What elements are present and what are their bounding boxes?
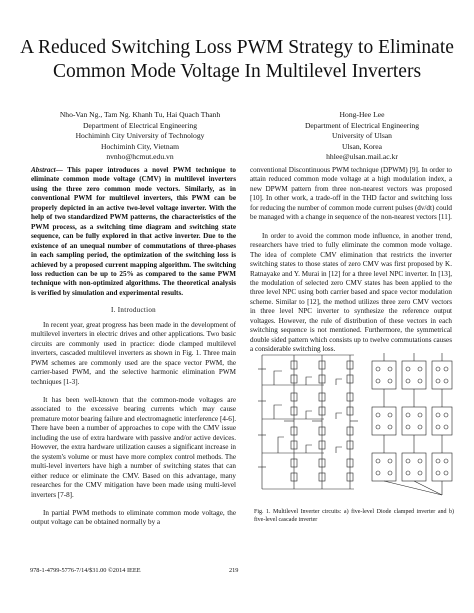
- author-dept: Department of Electrical Engineering: [82, 120, 198, 130]
- paragraph: In partial PWM methods to eliminate common mode voltage, the output voltage can be obtained normally by a: [31, 508, 236, 527]
- author-email: hhlee@ulsan.mail.ac.kr: [326, 152, 398, 162]
- page-number: 219: [229, 567, 239, 574]
- cascade-inverter-schematic: [372, 353, 452, 495]
- paragraph: In recent year, great progress has been made in the development of multilevel inverters in electric drives and other applications. Two basic circuits are commonly used in practice: diode clamped multilevel inverters, cascaded multilevel inverters as shown in Fig. 1. Three main PWM schemes are commonly used are the space vector PWM, the carrier-based PWM, and the selective harmonic elimination PWM techniques [1-3].: [31, 320, 236, 386]
- paper-title: [0, 36, 474, 84]
- author-names: Nho-Van Ng., Tam Ng. Khanh Tu, Hai Quach Thanh: [59, 110, 221, 119]
- title-line-1: A Reduced Switching Loss PWM Strategy to Eliminate: [20, 37, 454, 58]
- author-dept: Department of Electrical Engineering: [304, 120, 420, 130]
- author-names: Hong-Hee Lee: [339, 110, 385, 119]
- author-university: Hochiminh City University of Technology: [75, 131, 205, 141]
- abstract-label: Abstract: [31, 166, 56, 174]
- abstract-text: — This paper introduces a novel PWM technique to eliminate common mode voltage (CMV) in multilevel inverters using the three zero common mode vectors. Similarly, as in conventional PWM for multilevel inverters, this PWM can be properly depicted in an active two-level voltage inverter. With the help of two standardized PWM patterns, the characteristics of the PWM process, as a switching time diagram and switching state sequence, can be fully explored in that active inverter. Due to the existence of an unequal number of commutations of three-phases in each sampling period, the optimization of the switching loss is achieved by a proposed current mapping algorithm. The switching loss reduction can be up to 25% as compared to the same PWM technique with non-optimized algorithms. The theoretical analysis is verified by simulation and experimental results.: [31, 166, 236, 297]
- left-column: [31, 166, 236, 528]
- figure-1-circuit-diagram: [254, 349, 456, 499]
- paragraph: In order to avoid the common mode influence, in another trend, researchers have tried to fully eliminate the common mode voltage. The idea of complete CMV elimination that restricts the inverter switching states to those states of zero CMV was first proposed by K. Ratnayake and Y. Murai in [12] for a three level NPC inverter. In [13], the modulation of selected zero CMV states has been applied to the three level NPC using both carrier based and space vector modulation scheme. Similar to [12], the method utilizes three zero CMV vectors in three level NPC inverter to synthesize the reference output voltages. However, the rule of distribution of these vectors in each switching sequence is not mentioned. Furthermore, the symmetrical double sided pattern which consists up to twelve commutations causes a considerable switching loss.: [250, 231, 452, 354]
- diode-clamped-inverter-schematic: [258, 355, 358, 489]
- author-block-left: [30, 110, 250, 163]
- author-university: University of Ulsan: [332, 131, 392, 141]
- section-heading-introduction: I. Introduction: [111, 306, 156, 315]
- author-city: Hochiminh City, Vietnam: [100, 141, 179, 151]
- author-email: nvnho@hcmut.edu.vn: [106, 152, 174, 162]
- title-line-2: Common Mode Voltage In Multilevel Inverters: [52, 61, 422, 82]
- right-column: [250, 166, 452, 355]
- author-block-right: [272, 110, 452, 163]
- paragraph: It has been well-known that the common-mode voltages are associated to the excessive bearing currents which may cause premature motor bearing failure and electromagnetic interference [4-6]. There have been a number of approaches to cope with the CMV issue including the use of extra hardware with passive and/or active devices. However, the extra hardware utilization causes a significant increase in the system's volume or must have more complex control methods. The multi-level inverters have high a number of switching states that can either reduce or eliminate the CMV. Based on this advantage, many researches for the CMV mitigation have been made using multi-level inverters [7-8].: [31, 395, 236, 499]
- footer-isbn: 978-1-4799-5776-7/14/$31.00 ©2014 IEEE: [30, 567, 141, 574]
- author-city: Ulsan, Korea: [341, 141, 383, 151]
- abstract: [31, 166, 236, 298]
- paragraph: conventional Discontinuous PWM technique (DPWM) [9]. In order to attain reduced common mode voltage at a high modulation index, a new DPWM pattern from three non-nearest vectors was proposed [10]. In other work, a trade-off in the THD factor and switching loss for reducing the number of common mode current pulses (dv/dt) could be managed with a change in sequence of the non-nearest vectors [11].: [250, 166, 452, 222]
- figure-caption: Fig. 1. Multilevel Inverter circuits: a) five-level Diode clamped inverter and b) five-level cascade inverter: [254, 509, 454, 523]
